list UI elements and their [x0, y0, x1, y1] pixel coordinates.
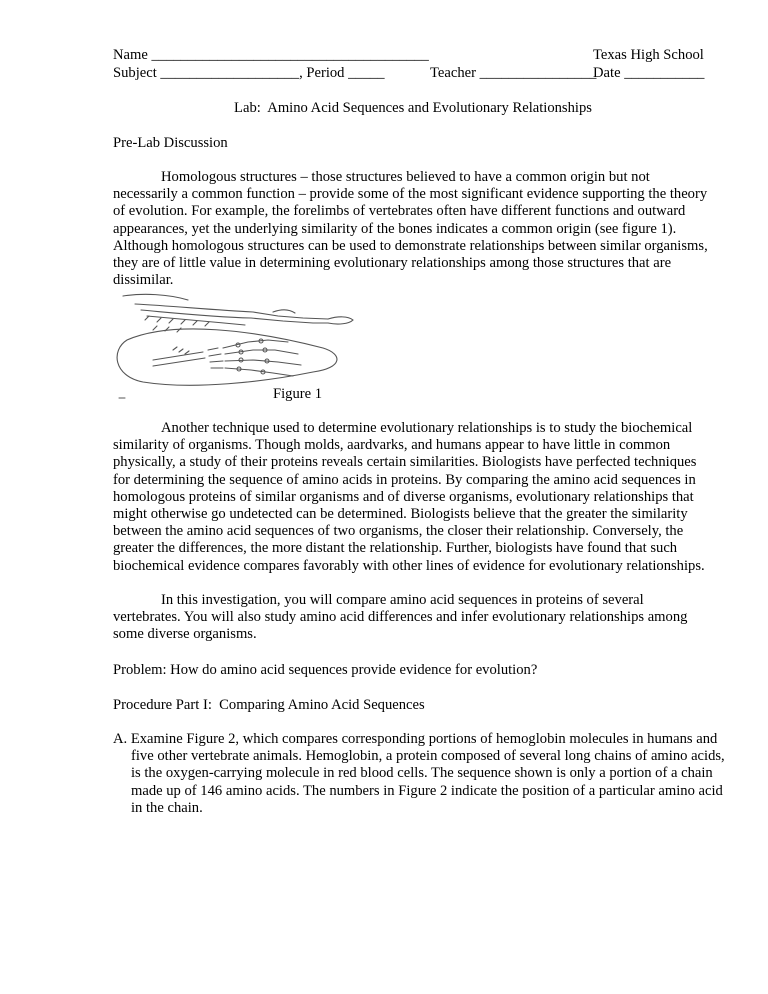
- prelab-paragraph-biochemical: Another technique used to determine evolutionary relationships is to study the biochemical similarity of organisms. Though molds, aardvarks, and humans appear to have little in common physically, a study of their proteins reveals certain similarities. Biologists have perfected techniques for determining the sequence of amino acids in proteins. By comparing the amino acid sequences in homologous proteins of similar organisms and of diverse organisms, evolutionary relationships that might otherwise go undetected can be determined. Biologists believe that the greater the similarity between the amino acid sequences of two organisms, the closer their relationship. Conversely, the greater the differences, the more distant the relationship. Further, biologists have found that such biochemical evidence compares favorably with other lines of evidence for evolutionary relationships.: [113, 420, 705, 574]
- school-name: Texas High School: [593, 47, 704, 63]
- teacher-line: Teacher ________________: [430, 65, 597, 81]
- date-line: Date ___________: [593, 65, 705, 81]
- prelab-paragraph-investigation: In this investigation, you will compare amino acid sequences in proteins of several vertebrates. You will also study amino acid differences and infer evolutionary relationships among some diverse organisms.: [113, 592, 688, 643]
- subject-period-line: Subject ___________________, Period _____: [113, 65, 385, 81]
- problem-statement: Problem: How do amino acid sequences provide evidence for evolution?: [113, 662, 538, 678]
- figure1-forelimb-sketch: [113, 290, 413, 402]
- prelab-heading: Pre-Lab Discussion: [113, 135, 228, 151]
- figure1-caption: Figure 1: [273, 386, 323, 402]
- lab-title: Lab: Amino Acid Sequences and Evolutionary Relationships: [234, 100, 592, 116]
- procedure-part1-heading: Procedure Part I: Comparing Amino Acid Sequences: [113, 697, 425, 713]
- name-line: Name ______________________________________: [113, 47, 429, 63]
- prelab-paragraph-homologous: Homologous structures – those structures believed to have a common origin but not necessarily a common function – provide some of the most significant evidence supporting the theory of evolution. For example, the forelimbs of vertebrates often have different functions and outward appearances, yet the underlying similarity of the bones indicates a common origin (see figure 1). Although homologous structures can be used to demonstrate relationships between similar organisms, they are of little value in determining evolutionary relationships among those structures that are dissimilar.: [113, 169, 708, 289]
- procedure-step-a: A. Examine Figure 2, which compares corresponding portions of hemoglobin molecules in humans and five other vertebrate animals. Hemoglobin, a protein composed of several long chains of amino acids, is the oxygen-carrying molecule in red blood cells. The sequence shown is only a portion of a chain made up of 146 amino acids. The numbers in Figure 2 indicate the position of a particular amino acid in the chain.: [113, 731, 725, 816]
